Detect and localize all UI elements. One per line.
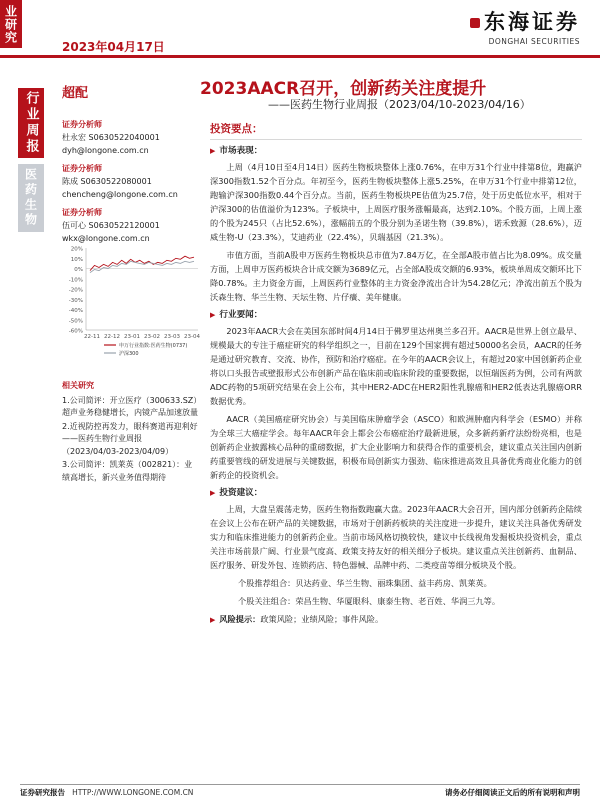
related-item[interactable]: 2.近视防控再发力，眼科赛道再迎利好——医药生物行业周报（2023/04/03-2023/04/09）: [62, 421, 198, 456]
related-item[interactable]: 1.公司简评：开立医疗（300633.SZ）超声业务稳健增长，内镜产品加速放量: [62, 395, 198, 417]
footer-left: [20, 787, 193, 798]
analyst-role: 证券分析师: [62, 164, 102, 173]
analyst-block: [62, 162, 197, 201]
y-tick-label: -40%: [68, 308, 83, 314]
header-rule: [0, 55, 600, 58]
footer-disclaimer: 请务必仔细阅读正文后的所有说明和声明: [445, 788, 580, 797]
series-line-1: [90, 261, 194, 272]
related-heading: 相关研究: [62, 381, 94, 390]
rating: 超配: [62, 86, 89, 101]
x-tick-label: 23-01: [124, 334, 140, 340]
category-label: 行业周报: [18, 88, 44, 158]
section-heading: ▶ 行业要闻：: [210, 310, 263, 320]
logo-en: DONGHAI SECURITIES: [488, 37, 580, 46]
x-tick-label: 23-04: [184, 334, 200, 340]
stock-list: 个股推荐组合：贝达药业、华兰生物、丽珠集团、益丰药房、凯莱英。: [238, 578, 492, 588]
y-tick-label: -60%: [68, 328, 83, 335]
section-heading: ▶ 市场表现：: [210, 146, 263, 156]
analyst-block: [62, 118, 197, 157]
paragraph: 市值方面，当前A股申万医药生物板块总市值为7.84万亿，在全部A股市值占比为8.09%。成交量方面，上周申万医药板块合计成交额为3689亿元，占全部A股成交额的6.93%，板块单周成交额环比下降0.78%。主力资金方面，上周医药行业整体的主力资金净流出合计为54.28亿元；净流出前五个股为沃森生物、华兰生物、天坛生物、片仔癀、美年健康。: [210, 250, 582, 302]
risk-label: 风险提示：: [219, 614, 261, 624]
x-tick-label: 22-11: [84, 334, 100, 340]
report-date: 2023年04月17日: [62, 40, 165, 54]
analyst-block: [62, 206, 197, 245]
x-tick-label: 23-02: [144, 334, 160, 340]
analyst-role: 证券分析师: [62, 208, 102, 217]
report-title: 2023AACR召开，创新药关注度提升: [200, 79, 487, 99]
analyst-email[interactable]: chencheng@longone.com.cn: [62, 190, 178, 199]
related-item[interactable]: 3.公司简评：凯莱英（002821）：业绩高增长，新兴业务值得期待: [62, 460, 193, 482]
risk-warning: [210, 612, 582, 627]
analyst-email[interactable]: wkx@longone.com.cn: [62, 234, 150, 243]
bullet-icon: ▶: [210, 147, 216, 155]
paragraph: AACR（美国癌症研究协会）与美国临床肿瘤学会（ASCO）和欧洲肿瘤内科学会（ESMO）并称为全球三大癌症学会。每年AACR年会上都会公布癌症治疗最新进展，众多新药新疗法纷纷亮相，也是创新药企业披露核心品种的重磅数据，扩大企业影响力和获得合作的重要机会，建议重点关注国内创新药重要管线的研发进展与关键数据，积极布局创新实力强劲、临床推进高效且具备优秀商业化能力的创新药企的投资机会。: [210, 414, 582, 480]
y-tick-label: -50%: [68, 318, 83, 325]
company-logo: [470, 6, 580, 46]
logo-cn: 东海证券: [484, 10, 580, 34]
analyst-name: 陈成 S0630522080001: [62, 177, 152, 186]
bullet-icon: ▶: [210, 311, 216, 319]
index-chart-svg: [62, 244, 202, 364]
analyst-list: [62, 118, 197, 245]
analyst-name: 伍可心 S0630522120001: [62, 221, 160, 230]
sector-label: 医药生物: [18, 164, 44, 232]
main-content: [210, 122, 582, 627]
paragraph: 上周，大盘呈震荡走势，医药生物指数跑赢大盘。2023年AACR大会召开，国内部分创新药企陆续在会议上公布在研产品的关键数据，市场对于创新药板块的关注度进一步提升，建议关注具备优秀研发实力和临床推进能力的创新药企业。当前市场风格切换较快，建议中长线视角发掘板块投资机会，重点关注市场前景广阔、行业景气度高、政策支持友好的相关细分子板块。建议重点关注创新药、血制品、医疗服务、研发外包、连锁药店、特色器械、品牌中药、二类疫苗等细分板块及个股。: [210, 504, 582, 570]
footer-url[interactable]: HTTP://WWW.LONGONE.COM.CN: [72, 788, 194, 797]
risk-text: 政策风险；业绩风险；事件风险。: [260, 614, 384, 624]
y-tick-label: -20%: [68, 287, 83, 294]
legend-label: 沪深300: [119, 351, 139, 357]
bullet-icon: ▶: [210, 616, 216, 624]
stock-list: 个股关注组合：荣昌生物、华厦眼科、康泰生物、老百姓、华润三九等。: [238, 596, 501, 606]
index-chart: [62, 244, 202, 364]
footer-label: 证券研究报告: [20, 788, 65, 797]
bullet-icon: ▶: [210, 489, 216, 497]
y-tick-label: -10%: [68, 277, 83, 284]
paragraph: 2023年AACR大会在美国东部时间4月14日于佛罗里达州奥兰多召开。AACR是世界上创立最早、规模最大的专注于癌症研究的科学组织之一，目前在129个国家拥有超过50000名会员，AACR的任务是通过研究教育、交流、协作，预防和治疗癌症。在今年的AACR会议上，有超过20家中国创新药企业将以口头报告或壁报形式公布创新产品在临床前或临床阶段的重要数据，以恒瑞医药为例，公司有两款ADC药物的5项研究结果在会上公布，其中HER2-ADC在HER2阳性乳腺癌和HER2低表达乳腺癌ORR数据优秀。: [210, 326, 582, 406]
analyst-email[interactable]: dyh@longone.com.cn: [62, 146, 149, 155]
analyst-role: 证券分析师: [62, 120, 102, 129]
report-subtitle: ——医药生物行业周报（2023/04/10-2023/04/16）: [268, 98, 531, 111]
logo-mark-icon: [470, 18, 480, 28]
x-tick-label: 22-12: [104, 334, 120, 340]
footer-rule: [20, 784, 580, 785]
paragraph: 上周（4月10日至4月14日）医药生物板块整体上涨0.76%，在申万31个行业中排第8位，跑赢沪深300指数1.52个百分点。年初至今，医药生物板块整体上涨5.25%，在申万31个行业中排第12位，跑输沪深300指数0.44个百分点。当前，医药生物板块PE估值为25.7倍，处于历史低位水平，相对于沪深300的估值溢价为123%。子板块中，上周医疗服务涨幅最高，达到2.10%。个股方面，上周上涨的个股为245只（占比52.6%），涨幅前五的个股分别为圣诺生物（39.8%），诺禾致源（28.6%），迈威生物-U（23.3%），艾迪药业（22.4%），贝瑞基因（21.3%）。: [210, 162, 582, 242]
analyst-name: 杜永宏 S0630522040001: [62, 133, 160, 142]
y-tick-label: 20%: [70, 246, 83, 253]
related-research: [62, 380, 198, 485]
legend-label: 申万行业指数:医药生物(0737): [119, 343, 188, 349]
y-tick-label: -30%: [68, 297, 83, 304]
x-tick-label: 23-03: [164, 334, 180, 340]
heading-rule: [210, 139, 582, 140]
report-type-strip: 业研究: [0, 0, 22, 48]
y-tick-label: 0%: [74, 267, 83, 273]
section-heading: ▶ 投资建议：: [210, 488, 263, 498]
y-tick-label: 10%: [70, 256, 83, 263]
investment-highlights-heading: 投资要点：: [210, 123, 263, 135]
